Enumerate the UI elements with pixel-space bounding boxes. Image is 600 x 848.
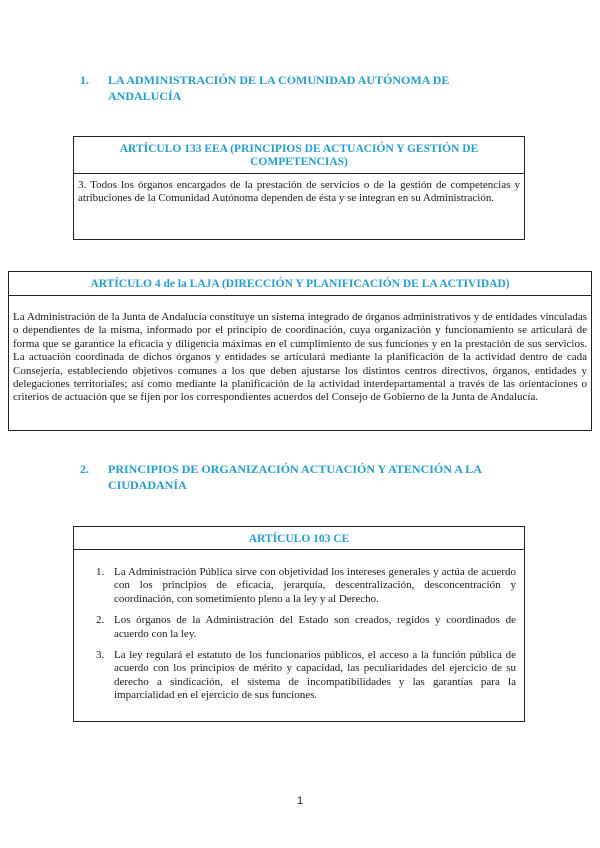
section-title: LA ADMINISTRACIÓN DE LA COMUNIDAD AUTÓNOMA DE ANDALUCÍA [108, 73, 450, 103]
list-item-text: Los órganos de la Administración del Estado son creados, regidos y coordinados de acuerdo con la ley. [114, 614, 516, 640]
list-marker: 3. [96, 649, 105, 662]
section-number: 2. [80, 462, 89, 476]
article-list [74, 550, 524, 703]
page-number: 1 [296, 795, 304, 807]
list-marker: 1. [96, 566, 105, 578]
list-item [74, 649, 524, 703]
article-title: ARTÍCULO 133 EEA (PRINCIPIOS DE ACTUACIÓN Y GESTIÓN DE COMPETENCIAS) [74, 137, 524, 174]
section-heading-1 [80, 72, 500, 104]
article-box-4-laja [8, 271, 592, 431]
section-heading-2 [80, 461, 500, 493]
list-item [74, 614, 524, 641]
article-text: La Administración de la Junta de Andalucía constituye un sistema integrado de órganos administrativos y de entidades vinculadas o dependientes de la misma, informado por el principio de coordinación, cuya organización y funcionamiento se articulará de forma que se garantice la eficacia y diligencia máximas en el cumplimiento de sus funciones y en la prestación de sus servicios. La actuación coordinada de dichos órganos y entidades se articulará mediante la planificación de la actividad dentro de cada Consejería, estableciendo objetivos comunes a los que deben ajustarse los distintos centros directivos, órganos, entidades y delegaciones territoriales; así como mediante la planificación de la actividad interdepartamental a través de las orientaciones o criterios de actuación que se fijen por los correspondientes acuerdos del Consejo de Gobierno de la Junta de Andalucía. [13, 311, 587, 404]
article-box-133-eea [73, 136, 525, 240]
article-text: 3. Todos los órganos encargados de la prestación de servicios o de la gestión de competencias y atribuciones de la Comunidad Autónoma dependen de ésta y se integran en su Administración. [78, 179, 520, 205]
section-number: 1. [80, 73, 89, 87]
list-item [74, 566, 524, 606]
article-box-103-ce [73, 526, 525, 722]
list-item-text: La Administración Pública sirve con objetividad los intereses generales y actúa de acuerdo con los principios de eficacia, jerarquía, descentralización, desconcentración y coordinación, con sometimiento pleno a la ley y al Derecho. [114, 566, 516, 605]
article-title: ARTÍCULO 4 de la LAJA (DIRECCIÓN Y PLANIFICACIÓN DE LA ACTIVIDAD) [9, 272, 591, 296]
section-title: PRINCIPIOS DE ORGANIZACIÓN ACTUACIÓN Y ATENCIÓN A LA CIUDADANÍA [108, 462, 482, 492]
article-title: ARTÍCULO 103 CE [74, 527, 524, 550]
list-item-text: La ley regulará el estatuto de los funcionarios públicos, el acceso a la función pública de acuerdo con los principios de mérito y capacidad, las peculiaridades del ejercicio de su derecho a sindicación, el sistema de incompatibilidades y las garantías para la imparcialidad en el ejercicio de sus funciones. [114, 649, 516, 702]
list-marker: 2. [96, 614, 105, 627]
